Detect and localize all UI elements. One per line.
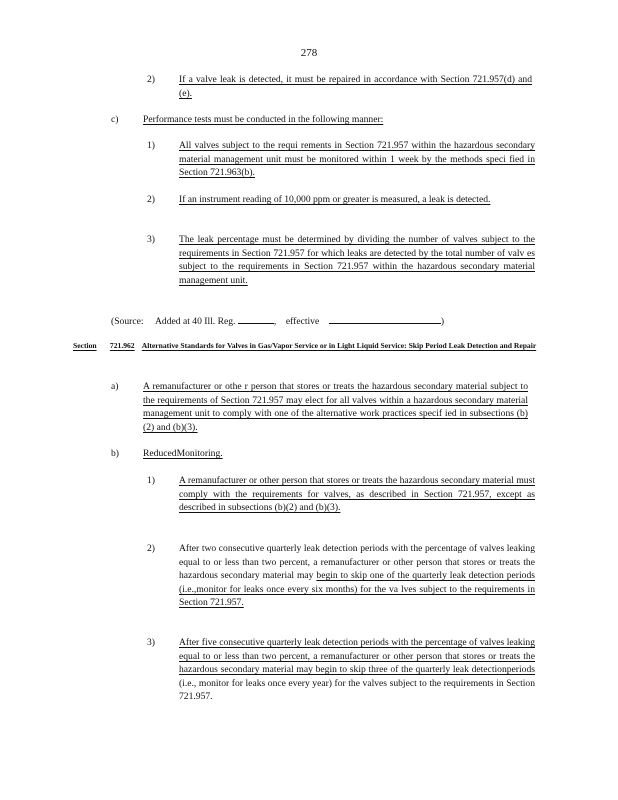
section-number-label: Section (73, 341, 97, 350)
paragraph-skip-one-period (179, 542, 535, 610)
section-heading (73, 341, 549, 352)
skip-three-plain: (i.e., monitor for leaks once every year) for the valves subject to the requirements in Section 721.957. (179, 677, 535, 703)
skip-three-underlined: After five consecutive quarterly leak detection periods with the percentage of valves leaking equal to or less than two percent, a remanufacturer or other person that stores or treats the hazardous secondary material may begin to skip three of the quarterly leak detectionperiods (179, 637, 535, 676)
item-label: a) (111, 381, 119, 392)
effective-date-blank (329, 314, 441, 324)
item-label: 3) (147, 234, 155, 245)
paragraph-valve-leak-repair: If a valve leak is detected, it must be repaired in accordance with Section 721.957(d) and (e). (179, 74, 532, 99)
source-close: ) (440, 316, 445, 327)
item-label: 2) (147, 74, 155, 85)
skip-one-underlined: begin to skip one of the quarterly leak detection periods (i.e.,monitor for leaks once every six months) for the va lves subject to the requirements in Section 721.957. (179, 570, 535, 609)
item-label: c) (111, 114, 119, 125)
source-comma: , (273, 316, 277, 327)
source-added: Added at 40 Ill. Reg. (154, 316, 236, 327)
item-label: 2) (147, 543, 155, 554)
leak-percentage-underlined: The leak percentage must be determined by dividing the number of valves subject to the requirements in Section 721.957 for which leaks are detected by the total number of valv es subject to the requirements in Section 721.957 within the hazardous secondary material management unit. (179, 234, 535, 286)
heading-reduced-monitoring: ReducedMonitoring. (143, 448, 223, 459)
skip-one-plain: After two consecutive quarterly leak detection periods with the percentage of valves leaking equal to or less than two percent, a remanufacturer or other person that stores or treats the hazardous secondary material may (179, 543, 535, 582)
paragraph-valves-monitored: All valves subject to the requi rements in Section 721.957 within the hazardous secondary material management unit must be monitored within 1 week by the methods speci fied in Section 721.963(b). (179, 140, 535, 179)
register-volume-blank (238, 314, 274, 324)
item-label: 1) (147, 475, 155, 486)
paragraph-performance-tests: Performance tests must be conducted in the following manner: (143, 114, 384, 125)
section-number: 721.962 (109, 341, 135, 350)
source-note (111, 314, 511, 329)
paragraph-alternative-work-practices: A remanufacturer or othe r person that stores or treats the hazardous secondary material subject to the requirements of Section 721.957 may elect for all valves within a hazardous secondary material management unit to comply with one of the alternative work practices specif ied in subsections (b)(2) and (b)(3). (143, 381, 528, 433)
paragraph-comply-requirements: A remanufacturer or other person that stores or treats the hazardous secondary material must comply with the requirements for valves, as described in Section 721.957, except as described in subsections (b)(2) and (b)(3). (179, 475, 535, 514)
paragraph-leak-percentage (179, 233, 535, 287)
item-label: 2) (147, 194, 155, 205)
paragraph-skip-three-periods (179, 636, 535, 704)
paragraph-instrument-reading: If an instrument reading of 10,000 ppm or greater is measured, a leak is detected. (179, 194, 491, 205)
item-label: 3) (147, 637, 155, 648)
item-label: b) (111, 448, 119, 459)
source-effective: effective (285, 316, 320, 327)
section-title: Alternative Standards for Valves in Gas/Vapor Service or in Light Liquid Service: Skip Period Leak Detection and Repair (141, 341, 537, 350)
source-prefix: (Source: (111, 316, 144, 327)
item-label: 1) (147, 140, 155, 151)
page-number: 278 (300, 47, 318, 59)
